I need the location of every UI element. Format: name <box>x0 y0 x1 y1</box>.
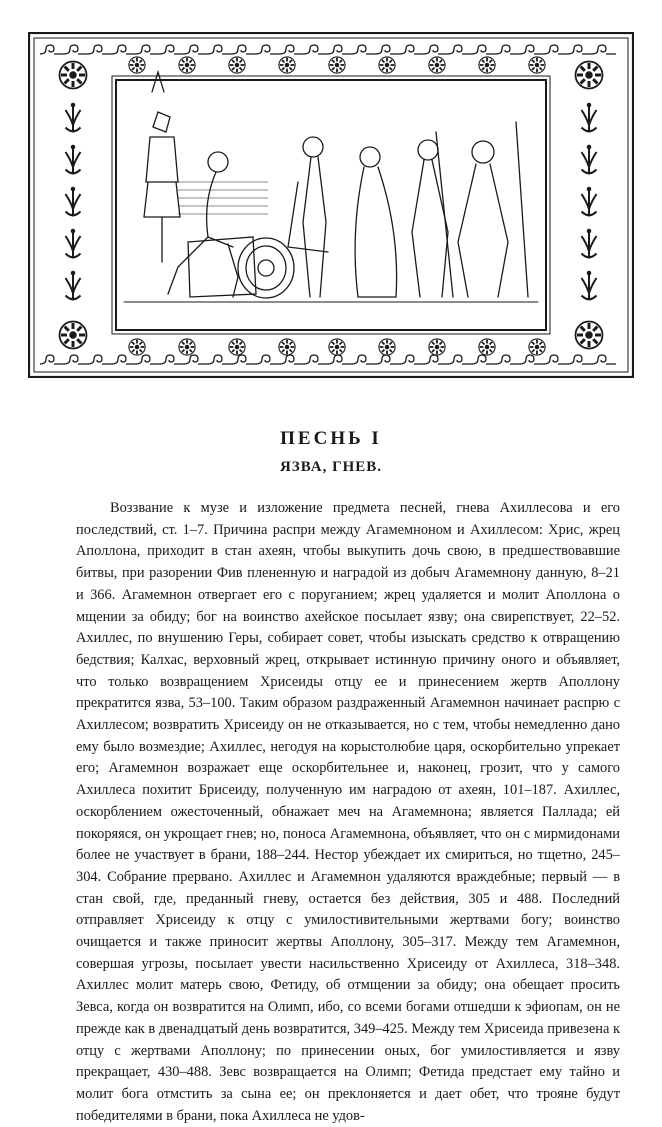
song-title: ПЕСНЬ I <box>280 428 382 449</box>
ornamental-frame <box>28 32 634 378</box>
classical-frieze-illustration <box>124 72 538 302</box>
song-subtitle: ЯЗВА, ГНЕВ. <box>279 459 383 475</box>
song-summary: Воззвание к музе и изложение предмета песней, гнева Ахиллесова и его последствий, ст. 1–7. Причина распри между Агамемноном и Ахиллесом: Хрис, жрец Аполлона, приходит в стан ахеян, чтобы выкупить дочь свою, в предшествовавшие битвы, при разорении Фив плененную и наградой из добыч Агамемнону данную, 8–21 и 366. Агамемнон отвергает его с поруганием; жрец удаляется и молит Аполлона о мщении за обиду; бог на воинство ахейское посылает язву; она свирепствует, 22–52. Ахиллес, по внушению Геры, собирает совет, чтобы изыскать средство к отвращению бедствия; Калхас, верховный жрец, открывает истинную причину оного и объявляет, что только возвращением Хрисеиды отцу ее и принесением жертв Аполлону прекратится язва, 53–100. Таким образом раздраженный Агамемнон начинает распрю с Ахиллесом; возвратить Хрисеиду он не отказывается, но с тем, чтобы немедленно дано ему было возмездие; Ахиллес, негодуя на корыстолюбие царя, оскорбительно упрекает его; Агамемнон возражает еще оскорбительнее и, наконец, грозит, что у самого Ахиллеса похитит Брисеиду, полученную им наградою от ахеян, 101–187. Ахиллес, оскорблением ожесточенный, обнажает меч на Агамемнона; является Паллада; ей покоряяся, он укрощает гнев; но, поноса Агамемнона, объявляет, что он с мирмидонами более не участвует в брани, 188–244. Нестор убеждает их смириться, но тщетно, 245–304. Собрание прервано. Ахиллес и Агамемнон удаляются враждебные; первый — в стан свой, где, преданный гневу, остается без действия, 305 и 488. Последний отправляет Хрисеиду к отцу с умилостивительными жертвами богу; воинство очищается и также приносит жертвы Аполлону, 305–317. Между тем Агамемнон, совершая угрозы, посылает увести насильственно Хрисеиду от Ахиллеса, 318–348. Ахиллес молит матерь свою, Фетиду, об отмщении за обиду; она обещает просить Зевса, когда он возвратится на Олимп, ибо, со всеми богами отшедши к эфиопам, он не прежде как в двенадцатый день возвратится, 349–425. Между тем Хрисеида привезена к отцу с жертвами Аполлону; по принесении оных, бог умилостивляется и язву прекращает, 430–488. Зевс возвращается на Олимп; Фетида предстает ему тайно и молит бога отмстить за сына ее; он преклоняется и дает обет, что трояне будут победителями в брани, пока Ахиллеса не удов- <box>76 500 620 1124</box>
